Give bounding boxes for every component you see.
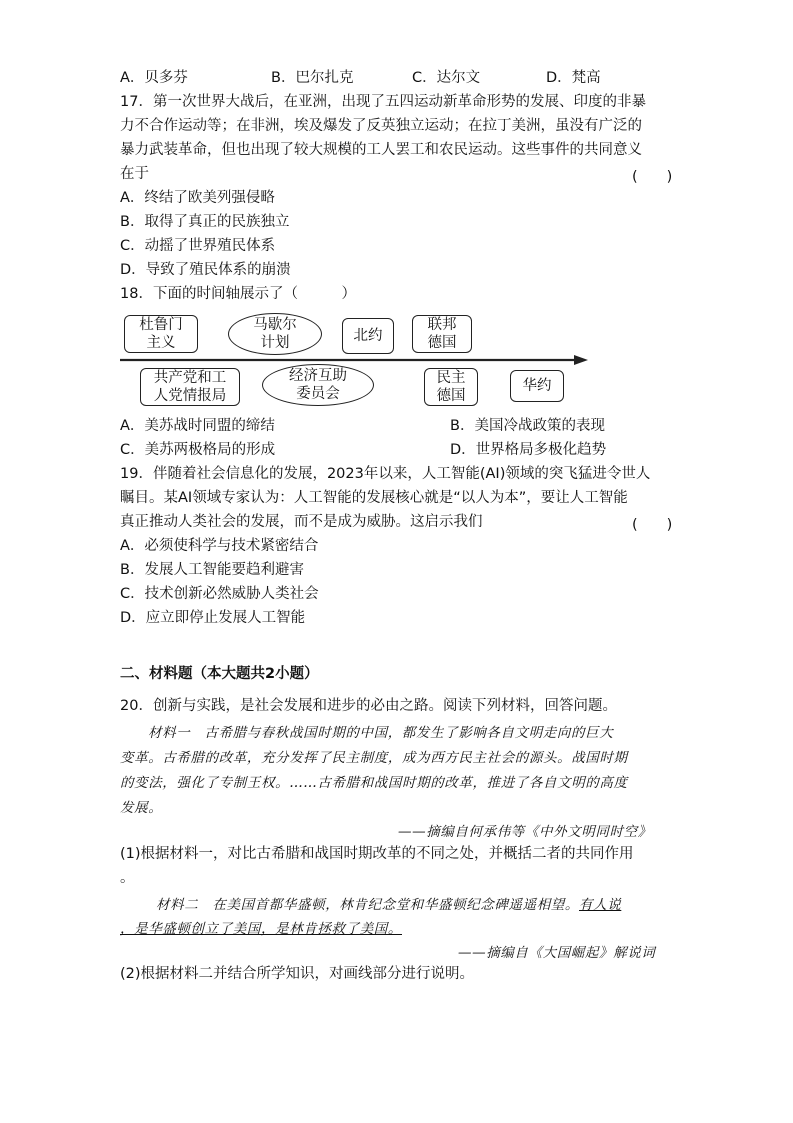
ellipse-comecon: 经济互助 委员会 <box>262 364 374 406</box>
material-2-text: 材料二 在美国首都华盛顿，林肯纪念堂和华盛顿纪念碑遥遥相望。 <box>156 897 579 913</box>
material-1-line-4: 发展。 <box>120 800 163 816</box>
box-federal-germany: 联邦 德国 <box>412 315 472 353</box>
q16-option-a: A．贝多芬 <box>120 70 188 86</box>
q16-option-d: D．梵高 <box>546 70 601 86</box>
q19-stem-line-2: 瞩目。某AI领域专家认为：人工智能的发展核心就是“以人为本”，要让人工智能 <box>120 490 628 506</box>
q16-options <box>120 66 680 86</box>
q17-answer-paren: ( ) <box>632 169 673 185</box>
q20-stem: 20．创新与实践，是社会发展和进步的必由之路。阅读下列材料，回答问题。 <box>120 698 617 714</box>
q18-option-d: D．世界格局多极化趋势 <box>450 442 607 458</box>
material-2-source: ——摘编自《大国崛起》解说词 <box>458 945 656 961</box>
q17-stem-line-3: 暴力武装革命，但也出现了较大规模的工人罢工和农民运动。这些事件的共同意义 <box>120 142 642 158</box>
timeline-diagram <box>118 312 598 412</box>
q19-stem-line-1: 19．伴随着社会信息化的发展，2023年以来，人工智能(AI)领域的突飞猛进令世人 <box>120 466 651 482</box>
material-2-line-1 <box>156 893 621 913</box>
q19-option-d: D．应立即停止发展人工智能 <box>120 610 306 626</box>
material-2-underlined-start: 有人说 <box>579 897 622 913</box>
box-democratic-germany: 民主 德国 <box>424 368 478 406</box>
q19-option-b: B．发展人工智能要趋利避害 <box>120 562 304 578</box>
q20-part2: (2)根据材料二并结合所学知识，对画线部分进行说明。 <box>120 966 475 982</box>
box-cominform: 共产党和工 人党情报局 <box>140 368 240 406</box>
q17-option-b: B．取得了真正的民族独立 <box>120 214 290 230</box>
q19-answer-paren: ( ) <box>632 517 673 533</box>
q17-option-a: A．终结了欧美列强侵略 <box>120 190 275 206</box>
q17-stem-line-1: 17．第一次世界大战后，在亚洲，出现了五四运动新革命形势的发展、印度的非暴 <box>120 94 646 110</box>
material-2-underlined-line: ，是华盛顿创立了美国，是林肯拯救了美国。 <box>120 921 402 937</box>
q18-stem: 18．下面的时间轴展示了（ ） <box>120 286 356 302</box>
q20-part1-line-1: (1)根据材料一，对比古希腊和战国时期改革的不同之处，并概括二者的共同作用 <box>120 846 634 862</box>
material-1-line-3: 的变法，强化了专制王权。……古希腊和战国时期的改革，推进了各自文明的高度 <box>120 775 628 791</box>
box-warsaw-pact: 华约 <box>510 370 564 402</box>
q16-option-c: C．达尔文 <box>412 70 481 86</box>
ellipse-marshall-plan: 马歇尔 计划 <box>228 313 322 355</box>
material-1-line-2: 变革。古希腊的改革，充分发挥了民主制度，成为西方民主社会的源头。战国时期 <box>120 750 628 766</box>
box-nato: 北约 <box>342 318 394 354</box>
section-title: 二、材料题（本大题共2小题） <box>120 666 319 682</box>
q19-stem-line-3: 真正推动人类社会的发展，而不是成为威胁。这启示我们 <box>120 514 483 530</box>
q16-option-b: B．巴尔扎克 <box>271 70 354 86</box>
q18-option-b: B．美国冷战政策的表现 <box>450 418 605 434</box>
material-1-line-1: 材料一 古希腊与春秋战国时期的中国，都发生了影响各自文明走向的巨大 <box>148 725 614 741</box>
q17-stem-line-2: 力不合作运动等；在非洲，埃及爆发了反英独立运动；在拉丁美洲，虽没有广泛的 <box>120 118 642 134</box>
q19-option-a: A．必须使科学与技术紧密结合 <box>120 538 319 554</box>
material-1-source: ——摘编自何承伟等《中外文明同时空》 <box>398 824 652 840</box>
box-truman-doctrine: 杜鲁门 主义 <box>124 315 198 353</box>
q17-option-d: D．导致了殖民体系的崩溃 <box>120 262 291 278</box>
q19-option-c: C．技术创新必然威胁人类社会 <box>120 586 319 602</box>
q17-stem-line-4: 在于 <box>120 166 149 182</box>
q17-option-c: C．动摇了世界殖民体系 <box>120 238 276 254</box>
q20-part1-line-2: 。 <box>120 870 135 886</box>
q18-option-c: C．美苏两极格局的形成 <box>120 442 276 458</box>
q18-option-a: A．美苏战时同盟的缔结 <box>120 418 275 434</box>
